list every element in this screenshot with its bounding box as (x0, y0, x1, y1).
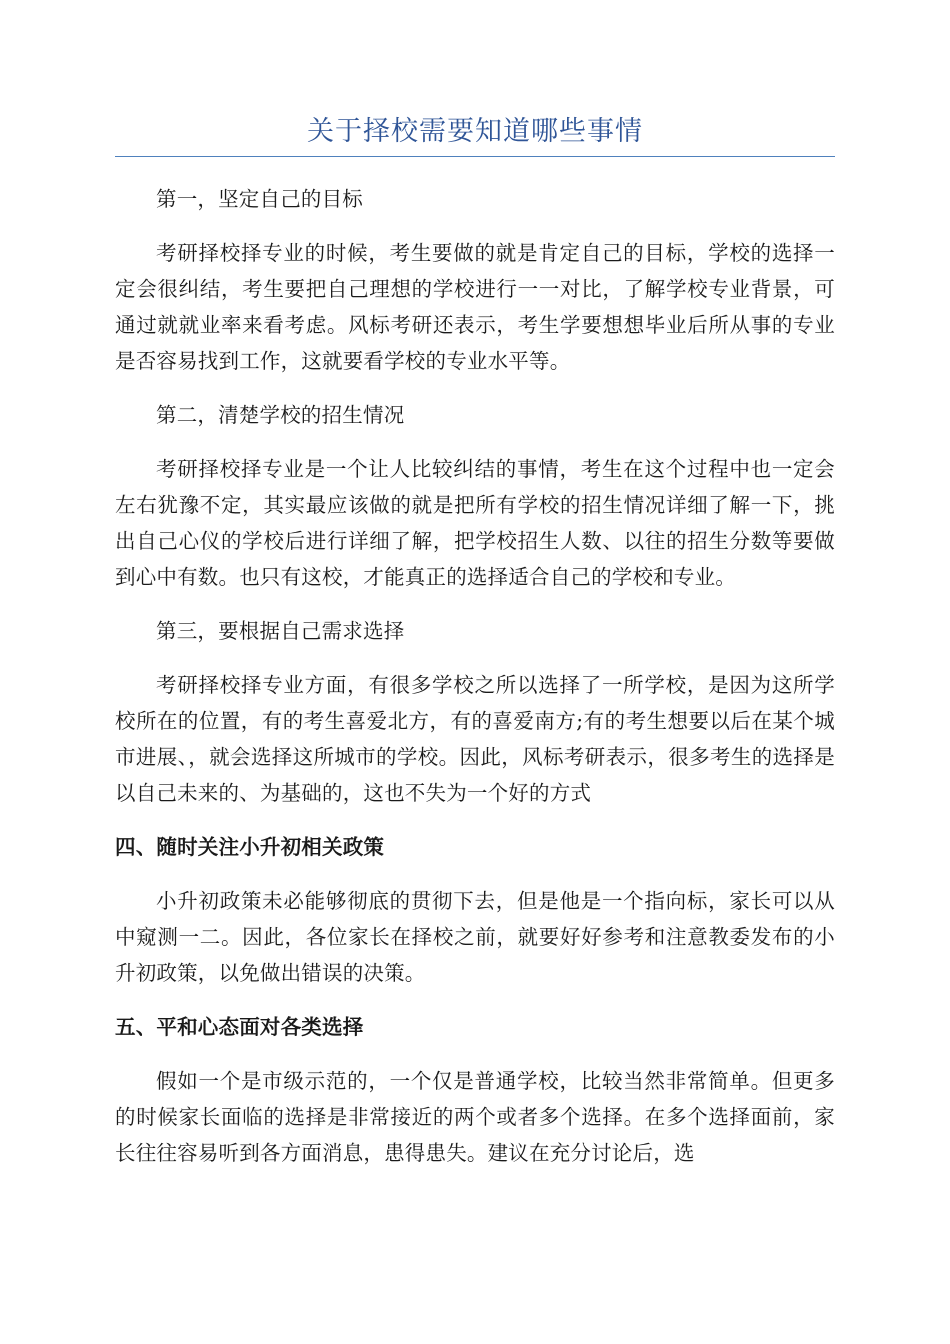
document-title: 关于择校需要知道哪些事情 (115, 112, 835, 157)
section-1-paragraph: 考研择校择专业的时候，考生要做的就是肯定自己的目标，学校的选择一定会很纠结，考生要把自己理想的学校进行一一对比，了解学校专业背景，可通过就就业率来看考虑。风标考研还表示，考生学要想想毕业后所从事的专业是否容易找到工作，这就要看学校的专业水平等。 (115, 241, 835, 373)
document-page (115, 112, 835, 1189)
section-4-heading: 四、随时关注小升初相关政策 (115, 835, 385, 859)
section-5-heading: 五、平和心态面对各类选择 (115, 1015, 364, 1039)
section-5-paragraph: 假如一个是市级示范的，一个仅是普通学校，比较当然非常简单。但更多的时候家长面临的选择是非常接近的两个或者多个选择。在多个选择面前，家长往往容易听到各方面消息，患得患失。建议在充分讨论后，选 (115, 1069, 835, 1165)
section-3-heading: 第三，要根据自己需求选择 (156, 619, 405, 643)
section-4-paragraph: 小升初政策未必能够彻底的贯彻下去，但是他是一个指向标，家长可以从中窥测一二。因此，各位家长在择校之前，就要好好参考和注意教委发布的小升初政策，以免做出错误的决策。 (115, 889, 835, 985)
document-body (115, 181, 835, 1171)
section-2-heading: 第二，清楚学校的招生情况 (156, 403, 405, 427)
section-1-heading: 第一，坚定自己的目标 (156, 187, 363, 211)
section-2-paragraph: 考研择校择专业是一个让人比较纠结的事情，考生在这个过程中也一定会左右犹豫不定，其实最应该做的就是把所有学校的招生情况详细了解一下，挑出自己心仪的学校后进行详细了解，把学校招生人数、以往的招生分数等要做到心中有数。也只有这校，才能真正的选择适合自己的学校和专业。 (115, 457, 835, 589)
section-3-paragraph: 考研择校择专业方面，有很多学校之所以选择了一所学校，是因为这所学校所在的位置，有的考生喜爱北方，有的喜爱南方;有的考生想要以后在某个城市进展、，就会选择这所城市的学校。因此，风标考研表示，很多考生的选择是以自己未来的、为基础的，这也不失为一个好的方式 (115, 673, 835, 805)
